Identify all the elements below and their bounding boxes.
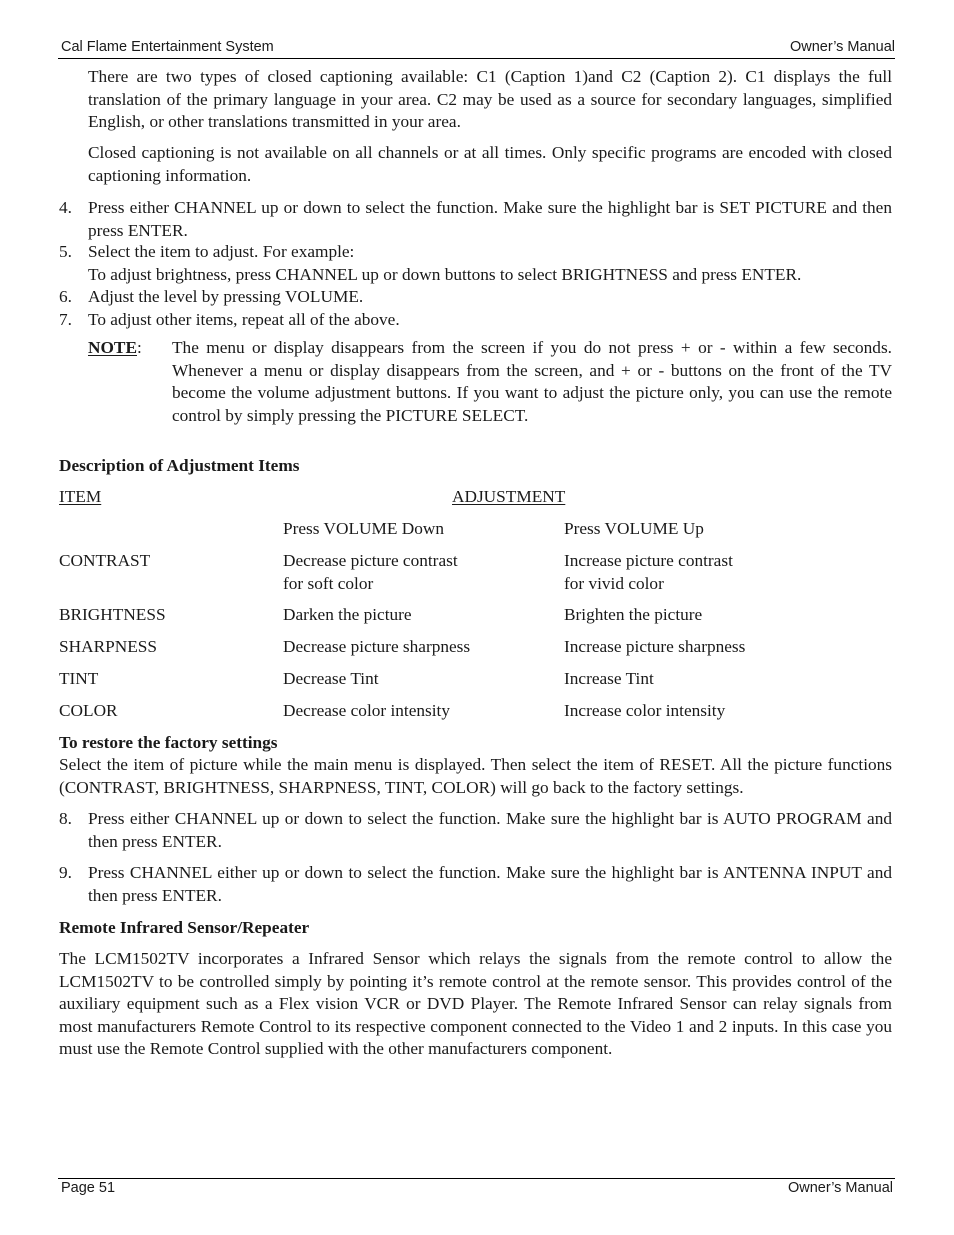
row-item: COLOR [59,701,118,720]
header-divider [58,58,895,59]
step-5 [59,241,892,286]
step-number: 4. [59,198,72,217]
adjustment-heading: Description of Adjustment Items [59,456,300,475]
row-volume-up: Increase picture sharpness [564,637,746,656]
row-volume-down: Decrease picture contrast [283,551,458,570]
footer-divider [58,1178,895,1179]
step-7 [59,309,892,332]
remote-sensor-paragraph: The LCM1502TV incorporates a Infrared Sensor which relays the signals from the remote control to allow the LCM1502TV to be controlled simply by pointing it’s remote control at the remote sensor. This provides control of the auxiliary equipment such as a Flex vision VCR or DVD Player. The Remote Infrared Sensor can relay signals from most manufacturers Remote Control to its respective component connected to the Video 1 and 2 inputs. In this case you must use the Remote Control supplied with the other manufacturers component. [59,949,892,1058]
step-number: 8. [59,809,72,828]
caption-availability-paragraph: Closed captioning is not available on all channels or at all times. Only specific programs are encoded with closed captioning information. [88,143,892,185]
row-item: SHARPNESS [59,637,157,656]
row-item: TINT [59,669,99,688]
step-text: Press either CHANNEL up or down to select the function. Make sure the highlight bar is AUTO PROGRAM and then press ENTER. [88,809,892,851]
step-example: To adjust brightness, press CHANNEL up or down buttons to select BRIGHTNESS and press ENTER. [88,265,802,284]
step-4 [59,197,892,242]
volume-down-header: Press VOLUME Down [283,519,444,538]
volume-up-header: Press VOLUME Up [564,519,704,538]
adjustment-column-header: ADJUSTMENT [452,487,566,506]
page-footer [61,1180,893,1200]
restore-paragraph: Select the item of picture while the main menu is displayed. Then select the item of RESET. All the picture functions (CONTRAST, BRIGHTNESS, SHARPNESS, TINT, COLOR) will go back to the factory settings. [59,755,892,797]
row-volume-up: Increase Tint [564,669,654,688]
footer-manual-label: Owner’s Manual [787,1180,893,1196]
note-colon: : [136,338,142,357]
step-text: To adjust other items, repeat all of the above. [88,310,400,329]
step-text: Press CHANNEL either up or down to select the function. Make sure the highlight bar is ANTENNA INPUT and then press ENTER. [88,863,892,905]
row-item: BRIGHTNESS [59,605,166,624]
page-header [61,38,895,58]
page-number: Page 51 [61,1180,116,1196]
step-6 [59,286,892,309]
step-number: 7. [59,310,72,329]
row-item: CONTRAST [59,551,151,570]
note-label: NOTE [88,338,137,357]
header-manual-label: Owner’s Manual [789,39,895,55]
step-8 [59,808,892,853]
step-number: 9. [59,863,72,882]
row-volume-up: Brighten the picture [564,605,703,624]
caption-types-paragraph: There are two types of closed captioning available: C1 (Caption 1)and C2 (Caption 2). C1 displays the full translation of the primary language in your area. C2 may be used as a source for secondary languages, simplified English, or other translations transmitted in your area. [88,67,892,131]
step-text: Adjust the level by pressing VOLUME. [88,287,364,306]
row-volume-down: Decrease color intensity [283,701,450,720]
item-column-header: ITEM [59,487,102,506]
note-block [88,337,892,429]
step-number: 5. [59,242,72,261]
step-text: Select the item to adjust. For example: [88,242,355,261]
row-volume-down-continued: for soft color [283,574,374,593]
row-volume-up: Increase color intensity [564,701,726,720]
step-text: Press either CHANNEL up or down to select the function. Make sure the highlight bar is SET PICTURE and then press ENTER. [88,198,892,240]
row-volume-down: Decrease picture sharpness [283,637,471,656]
row-volume-up: Increase picture contrast [564,551,733,570]
remote-sensor-heading: Remote Infrared Sensor/Repeater [59,918,310,937]
restore-heading: To restore the factory settings [59,733,278,752]
row-volume-down: Darken the picture [283,605,412,624]
header-title: Cal Flame Entertainment System [61,39,274,55]
step-9 [59,862,892,907]
note-text: The menu or display disappears from the screen if you do not press + or - within a few seconds. Whenever a menu or display disappears from the screen, and + or - buttons on the front of the TV become the volume adjustment buttons. If you want to adjust the picture only, you can use the remote control by simply pressing the PICTURE SELECT. [172,338,892,425]
row-volume-up-continued: for vivid color [564,574,664,593]
step-number: 6. [59,287,72,306]
row-volume-down: Decrease Tint [283,669,379,688]
